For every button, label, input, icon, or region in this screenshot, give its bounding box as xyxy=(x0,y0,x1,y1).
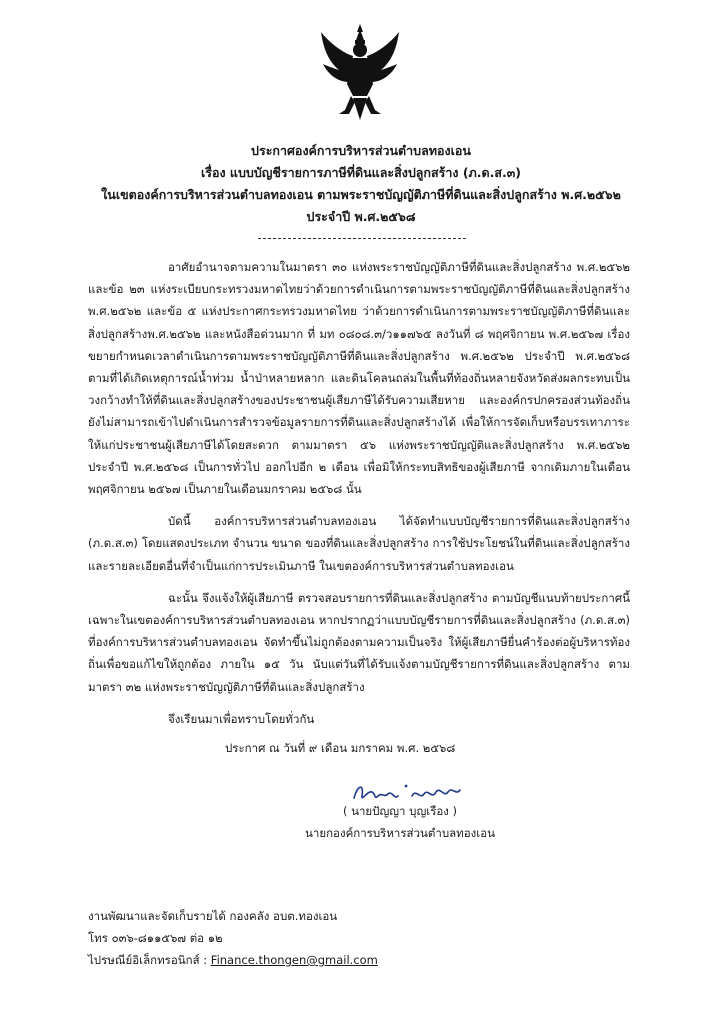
paragraph-closing: จึงเรียนมาเพื่อทราบโดยทั่วกัน xyxy=(168,711,315,726)
signer-name: ( นายปัญญา บุญเรือง ) xyxy=(342,804,458,818)
heading-scope: ในเขตองค์การบริหารส่วนตำบลทองเอน ตามพระราชบัญญัติภาษีที่ดินและสิ่งปลูกสร้าง พ.ศ.๒๕๖๒ xyxy=(101,187,621,202)
contact-email-line xyxy=(88,949,378,971)
heading-subject: เรื่อง แบบบัญชีรายการภาษีที่ดินและสิ่งปลูกสร้าง (ภ.ด.ส.๓) xyxy=(200,165,522,180)
contact-department: งานพัฒนาและจัดเก็บรายได้ กองคลัง อบต.ทองเอน xyxy=(88,909,338,923)
contact-phone: โทร ๐๓๖-๘๑๑๕๖๗ ต่อ ๑๒ xyxy=(88,931,223,945)
heading-divider xyxy=(258,238,466,239)
contact-email-label: ไปรษณีย์อิเล็กทรอนิกส์ : xyxy=(88,953,211,967)
heading-org: ประกาศองค์การบริหารส่วนตำบลทองเอน xyxy=(251,143,471,158)
signer-block xyxy=(300,800,500,844)
announcement-heading xyxy=(40,140,682,228)
announcement-date: ประกาศ ณ วันที่ ๙ เดือน มกราคม พ.ศ. ๒๕๖๘ xyxy=(225,741,456,755)
paragraph-notice: ฉะนั้น จึงแจ้งให้ผู้เสียภาษี ตรวจสอบรายการที่ดินและสิ่งปลูกสร้าง ตามบัญชีแนบท้ายประกาศนี้ เฉพาะในเขตองค์การบริหารส่วนตำบลทองเอน หากปรากฏว่าแบบบัญชีรายการที่ดินและสิ่งปลูกสร้าง (ภ.ด.ส.๓) ที่องค์การบริหารส่วนตำบลทองเอน จัดทำขึ้นไม่ถูกต้องตามความเป็นจริง ให้ผู้เสียภาษียื่นคำร้องต่อผู้บริหารท้องถิ่นเพื่อขอแก้ไขให้ถูกต้อง ภายใน ๑๕ วัน นับแต่วันที่ได้รับแจ้งตามบัญชีรายการที่ดินและสิ่งปลูกสร้าง ตามมาตรา ๓๒ แห่งพระราชบัญญัติภาษีที่ดินและสิ่งปลูกสร้าง xyxy=(88,590,630,694)
signer-title: นายกองค์การบริหารส่วนตำบลทองเอน xyxy=(305,826,495,840)
garuda-emblem-icon xyxy=(317,22,403,122)
heading-year: ประจำปี พ.ศ.๒๕๖๘ xyxy=(306,209,416,224)
contact-email-link[interactable]: Finance.thongen@gmail.com xyxy=(210,953,378,967)
announcement-body xyxy=(88,256,630,740)
paragraph-authority: อาศัยอำนาจตามความในมาตรา ๓๐ แห่งพระราชบัญญัติภาษีที่ดินและสิ่งปลูกสร้าง พ.ศ.๒๕๖๒ และข้อ ๒๓ แห่งระเบียบกระทรวงมหาดไทยว่าด้วยการดำเนินการตามพระราชบัญญัติภาษีที่ดินและสิ่งปลูกสร้าง พ.ศ.๒๕๖๒ และข้อ ๕ แห่งประกาศกระทรวงมหาดไทย ว่าด้วยการดำเนินการตามพระราชบัญญัติภาษีที่ดินและสิ่งปลูกสร้างพ.ศ.๒๕๖๒ และหนังสือด่วนมาก ที่ มท ๐๘๐๘.๓/ว๑๑๗๖๕ ลงวันที่ ๘ พฤศจิกายน พ.ศ.๒๕๖๗ เรื่องขยายกำหนดเวลาดำเนินการตามพระราชบัญญัติภาษีที่ดินและสิ่งปลูกสร้าง พ.ศ.๒๕๖๒ ประจำปี พ.ศ.๒๕๖๘ ตามที่ได้เกิดเหตุการณ์น้ำท่วม น้ำป่าหลายหลาก และดินโคลนถล่มในพื้นที่ท้องถิ่นหลายจังหวัดส่งผลกระทบเป็นวงกว้างทำให้ที่ดินและสิ่งปลูกสร้างของประชาชนผู้เสียภาษีได้รับความเสียหาย และองค์กรปกครองส่วนท้องถิ่นยังไม่สามารถเข้าไปดำเนินการสำรวจข้อมูลรายการที่ดินและสิ่งปลูกสร้างได้ เพื่อให้การจัดเก็บหรือบรรเทาภาระให้แก่ประชาชนผู้เสียภาษีได้โดยสะดวก ตามมาตรา ๕๖ แห่งพระราชบัญญัติและสิ่งปลูกสร้าง พ.ศ.๒๕๖๒ ประจำปี พ.ศ.๒๕๖๘ เป็นการทั่วไป ออกไปอีก ๒ เดือน เพื่อมิให้กระทบสิทธิของผู้เสียภาษี จากเดิมภายในเดือนพฤศจิกายน ๒๕๖๗ เป็นภายในเดือนมกราคม ๒๕๖๘ นั้น xyxy=(88,260,630,497)
contact-footer xyxy=(88,905,378,971)
paragraph-now: บัดนี้ องค์การบริหารส่วนตำบลทองเอน ได้จัดทำแบบบัญชีรายการที่ดินและสิ่งปลูกสร้าง (ภ.ด.ส.๓) โดยแสดงประเภท จำนวน ขนาด ของที่ดินและสิ่งปลูกสร้าง การใช้ประโยชน์ในที่ดินและสิ่งปลูกสร้างและรายละเอียดอื่นที่จำเป็นแก่การประเมินภาษี ในเขตองค์การบริหารส่วนตำบลทองเอน xyxy=(88,514,630,573)
